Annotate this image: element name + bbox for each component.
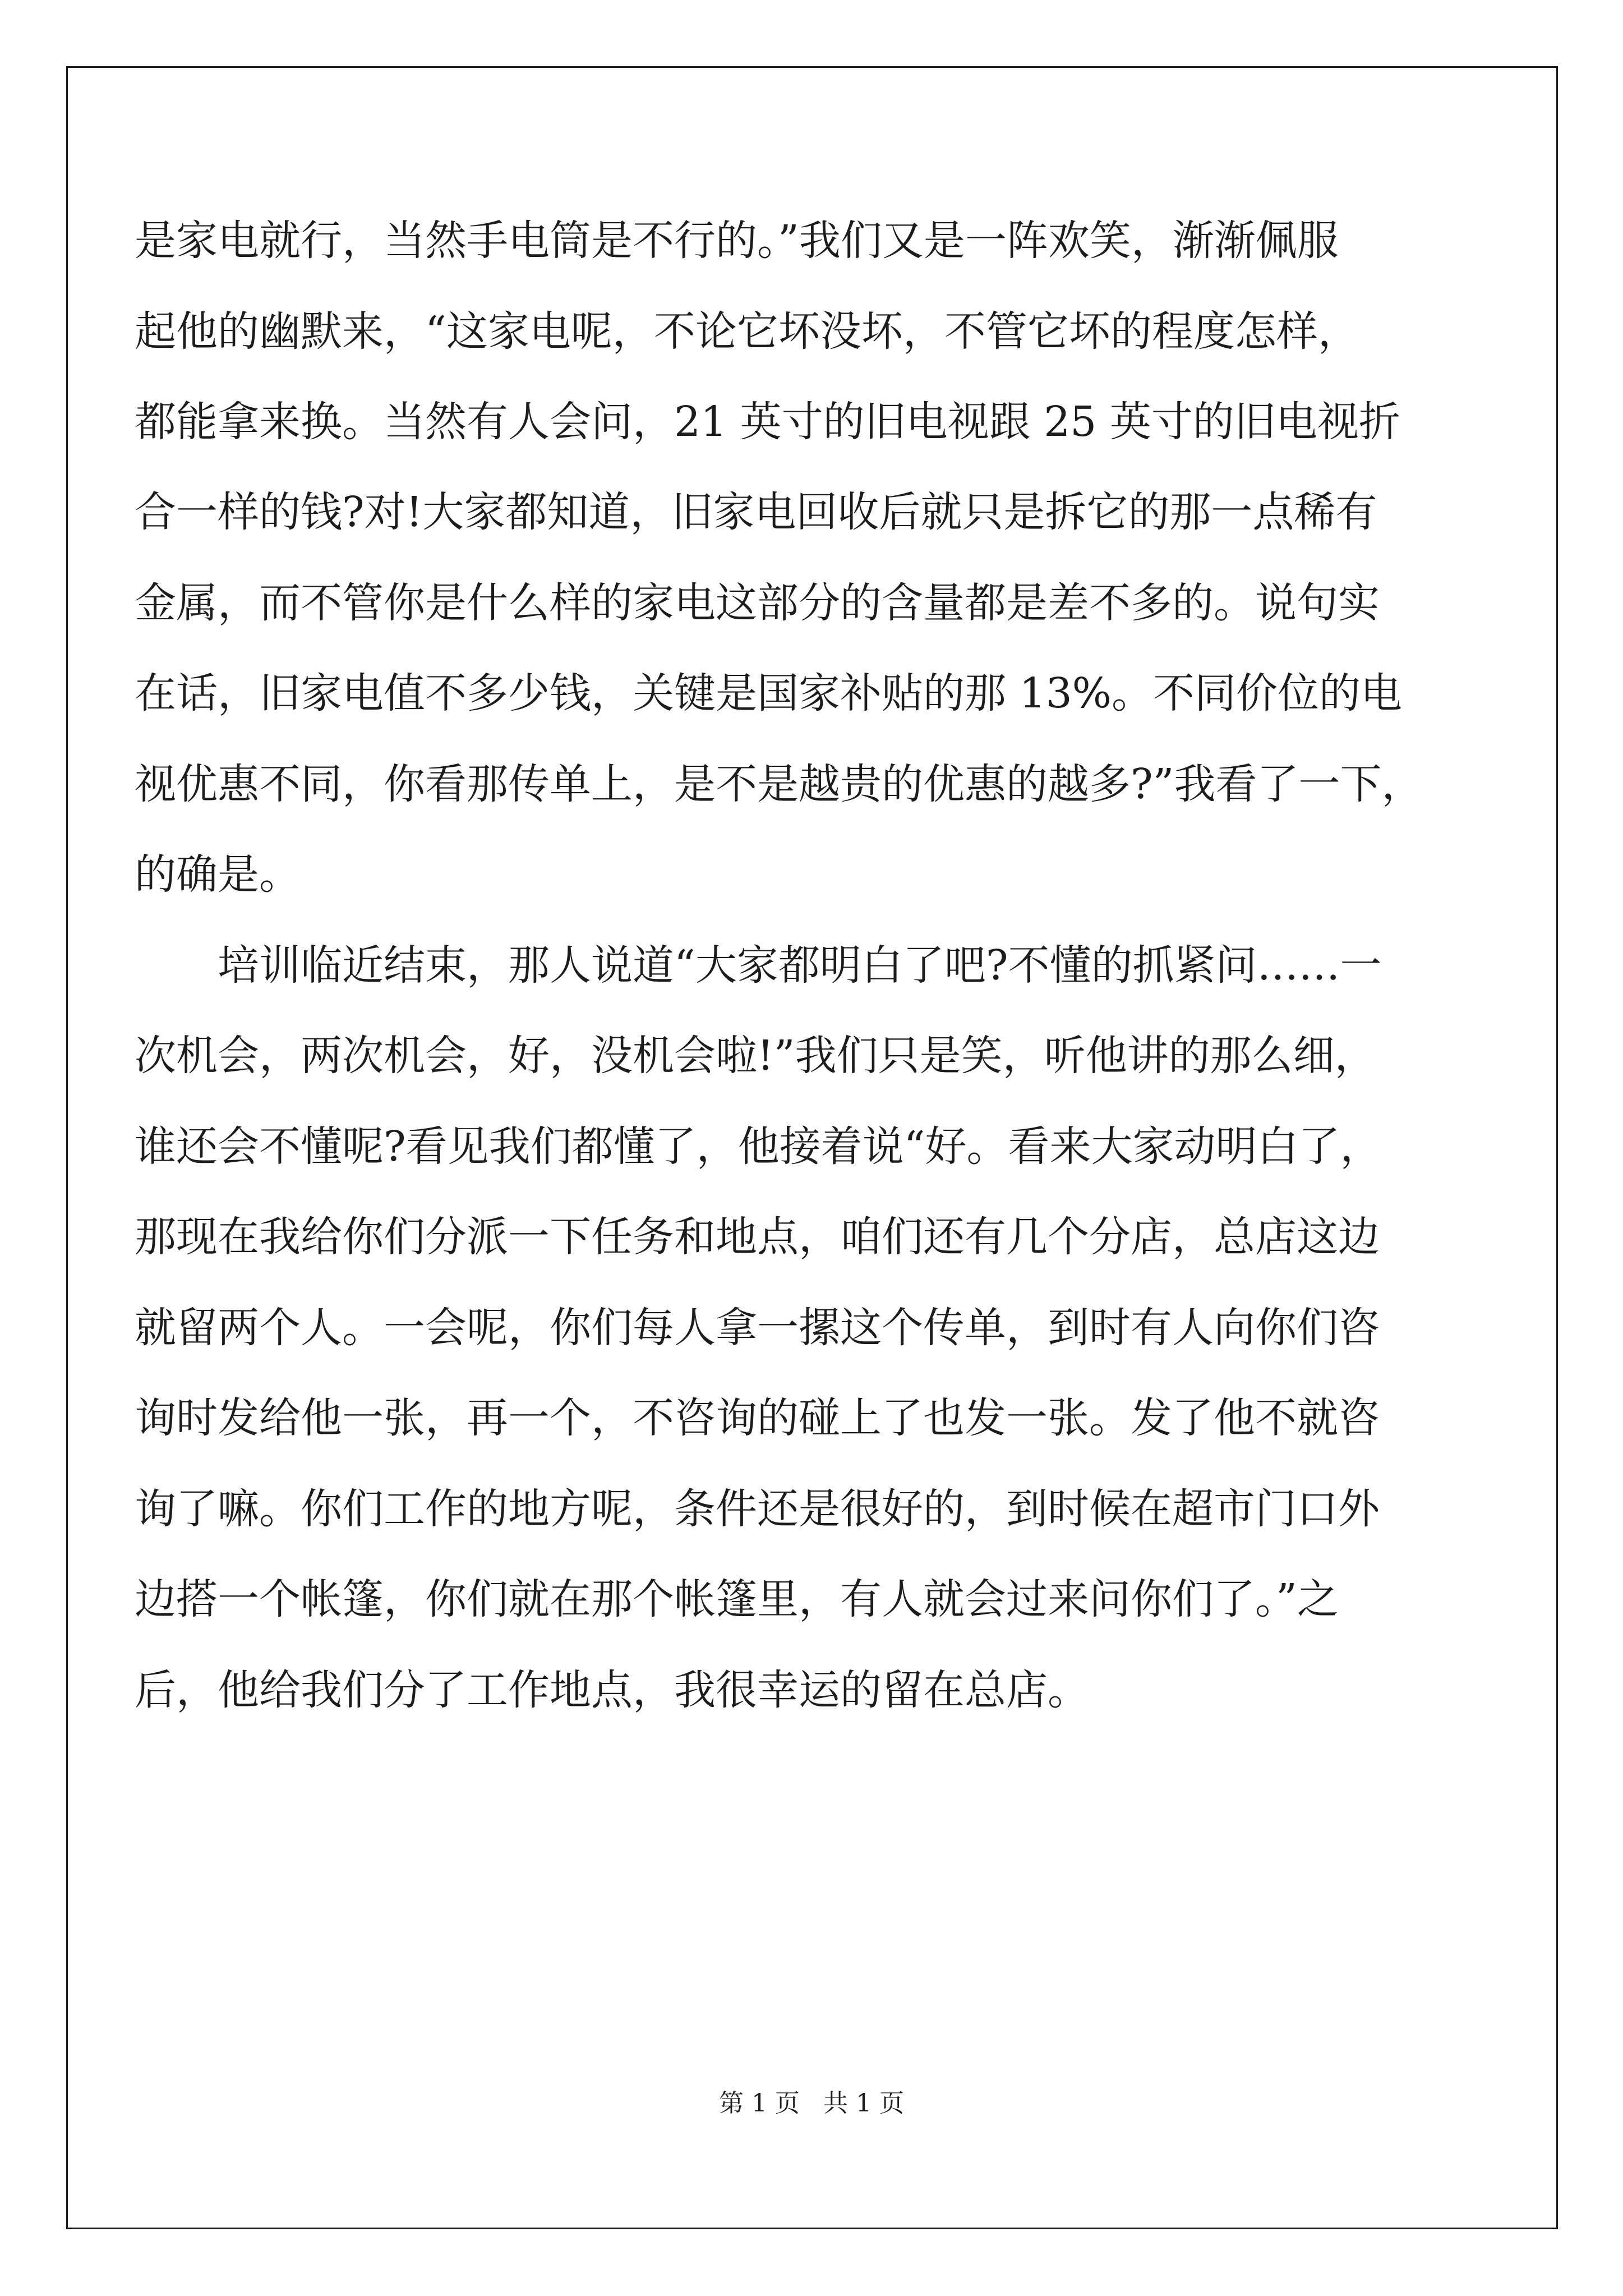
text-line: 视优惠不同，你看那传单上，是不是越贵的优惠的越多?”我看了一下， <box>135 760 1423 808</box>
text-line: 培训临近结束，那人说道“大家都明白了吧?不懂的抓紧问……一 <box>135 941 1382 990</box>
text-line: 后，他给我们分了工作地点，我很幸运的留在总店。 <box>135 1666 1089 1714</box>
text-line: 询了嘛。你们工作的地方呢，条件还是很好的，到时候在超市门口外 <box>135 1485 1380 1533</box>
text-line: 就留两个人。一会呢，你们每人拿一摞这个传单，到时有人向你们咨 <box>135 1304 1380 1352</box>
page-number: 第 1 页 <box>719 2089 800 2118</box>
text-line: 那现在我给你们分派一下任务和地点，咱们还有几个分店，总店这边 <box>135 1213 1380 1261</box>
text-line: 起他的幽默来，“这家电呢，不论它坏没坏，不管它坏的程度怎样， <box>135 307 1359 356</box>
text-line: 边搭一个帐篷，你们就在那个帐篷里，有人就会过来问你们了。”之 <box>135 1575 1339 1623</box>
text-line: 是家电就行，当然手电筒是不行的。”我们又是一阵欢笑，渐渐佩服 <box>135 217 1339 265</box>
text-line: 金属，而不管你是什么样的家电这部分的含量都是差不多的。说句实 <box>135 579 1380 627</box>
text-line: 都能拿来换。当然有人会问，21 英寸的旧电视跟 25 英寸的旧电视折 <box>135 398 1400 446</box>
text-line: 在话，旧家电值不多少钱，关键是国家补贴的那 13%。不同价位的电 <box>135 669 1402 717</box>
page-total: 共 1 页 <box>823 2089 904 2118</box>
text-line: 的确是。 <box>135 850 301 899</box>
text-line: 次机会，两次机会，好，没机会啦!”我们只是笑，听他讲的那么细， <box>135 1032 1376 1080</box>
page-footer <box>0 2087 1623 2120</box>
text-line: 询时发给他一张，再一个，不咨询的碰上了也发一张。发了他不就咨 <box>135 1394 1380 1442</box>
text-line: 合一样的钱?对!大家都知道，旧家电回收后就只是拆它的那一点稀有 <box>135 488 1377 536</box>
text-line: 谁还会不懂呢?看见我们都懂了，他接着说“好。看来大家动明白了， <box>135 1122 1382 1171</box>
